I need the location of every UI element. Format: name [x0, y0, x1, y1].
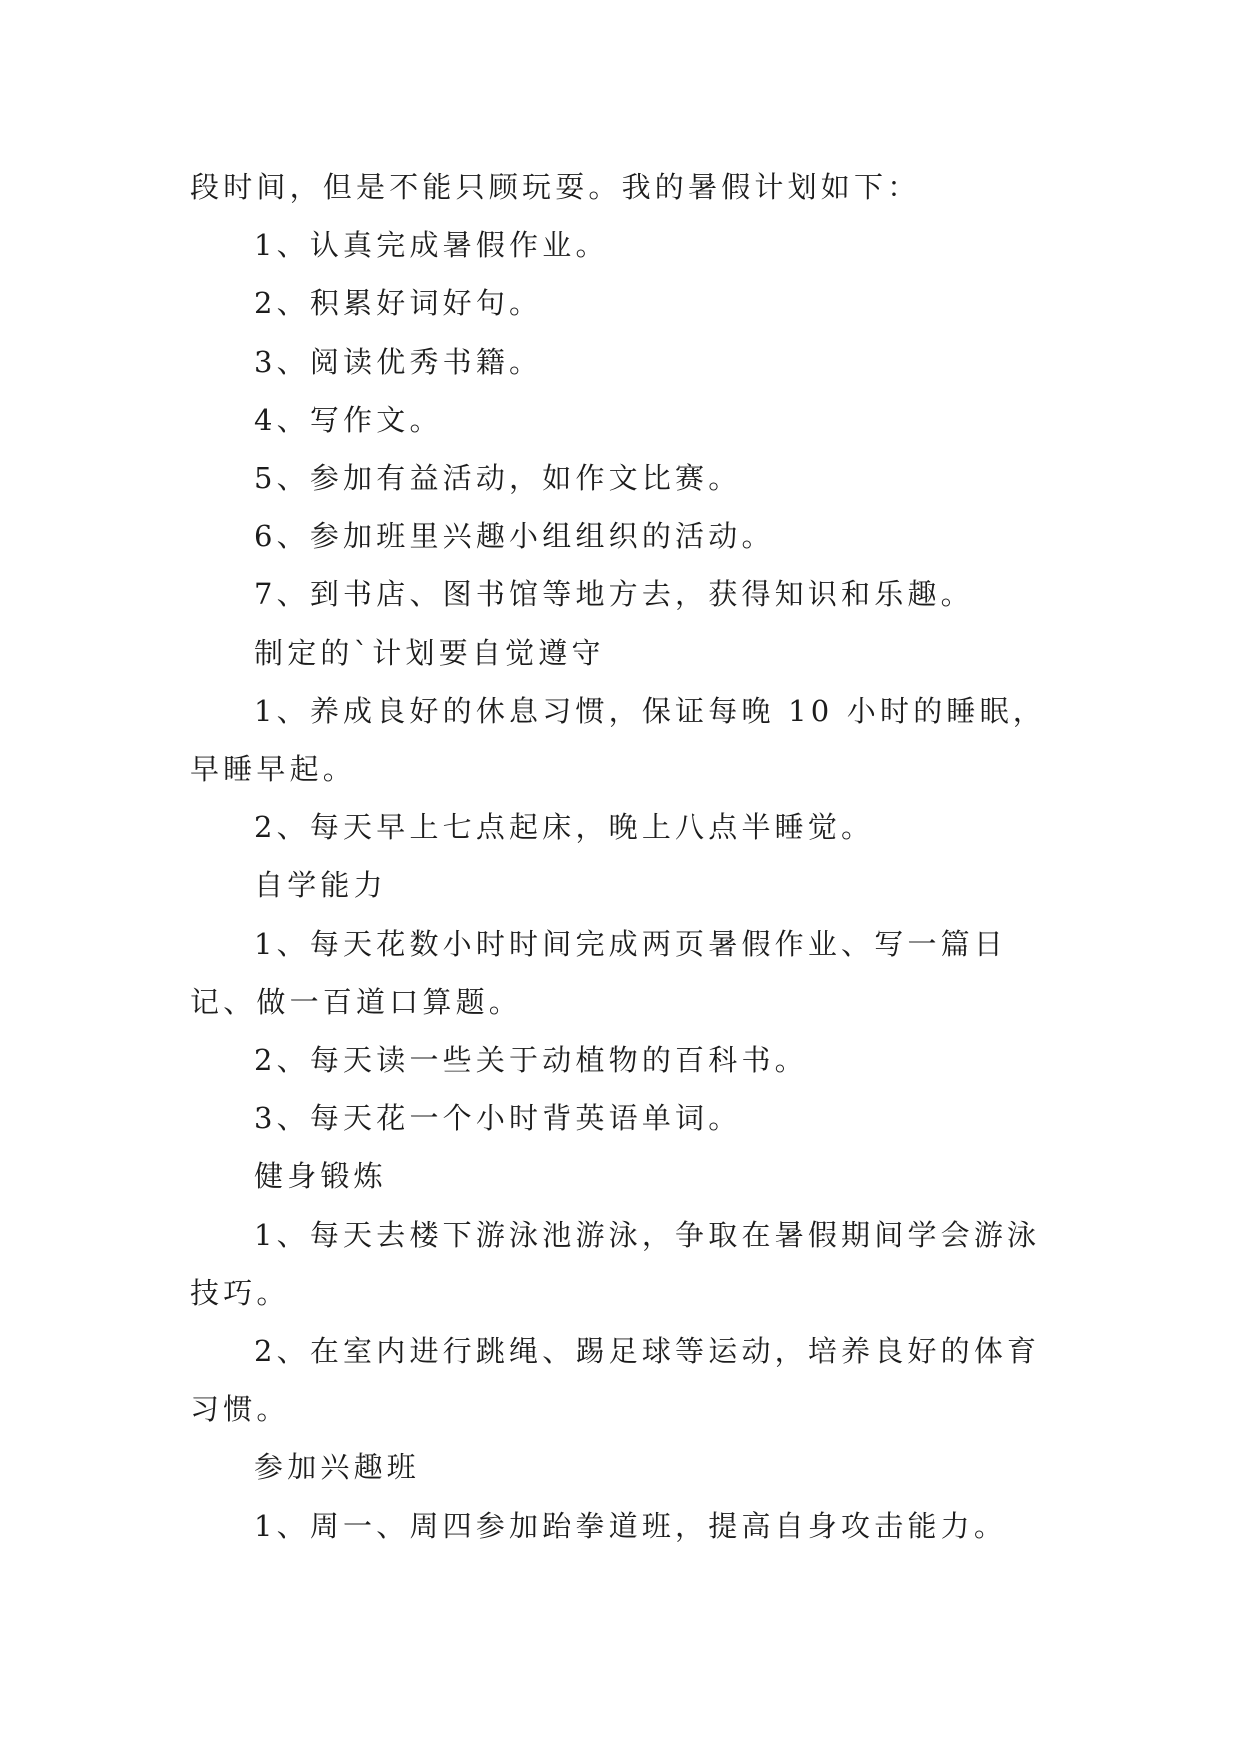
paragraph: 5、参加有益活动，如作文比赛。	[254, 461, 742, 496]
section-heading: 健身锻炼	[254, 1159, 387, 1194]
paragraph: 1、每天花数小时时间完成两页暑假作业、写一篇日记、做一百道口算题。	[190, 926, 1008, 1019]
paragraph: 4、写作文。	[254, 402, 443, 437]
section-heading: 自学能力	[254, 868, 387, 903]
paragraph: 段时间，但是不能只顾玩耍。我的暑假计划如下：	[190, 170, 921, 204]
paragraph: 6、参加班里兴趣小组组织的活动。	[254, 519, 775, 554]
paragraph: 1、养成良好的休息习惯，保证每晚 10 小时的睡眠，早睡早起。	[190, 693, 1046, 787]
section-heading: 制定的`计划要自觉遵守	[254, 635, 605, 670]
paragraph: 7、到书店、图书馆等地方去，获得知识和乐趣。	[254, 577, 974, 612]
section-heading: 参加兴趣班	[254, 1450, 421, 1485]
paragraph: 3、阅读优秀书籍。	[254, 344, 543, 379]
document-body	[190, 158, 1062, 1555]
paragraph: 2、每天读一些关于动植物的百科书。	[254, 1043, 808, 1078]
paragraph: 2、在室内进行跳绳、踢足球等运动，培养良好的体育习惯。	[190, 1334, 1041, 1427]
paragraph: 1、每天去楼下游泳池游泳，争取在暑假期间学会游泳技巧。	[190, 1217, 1041, 1310]
paragraph: 2、积累好词好句。	[254, 286, 543, 321]
paragraph: 1、认真完成暑假作业。	[254, 228, 609, 263]
paragraph: 2、每天早上七点起床，晚上八点半睡觉。	[254, 810, 875, 845]
paragraph: 3、每天花一个小时背英语单词。	[254, 1101, 742, 1136]
paragraph: 1、周一、周四参加跆拳道班，提高自身攻击能力。	[254, 1508, 1008, 1543]
